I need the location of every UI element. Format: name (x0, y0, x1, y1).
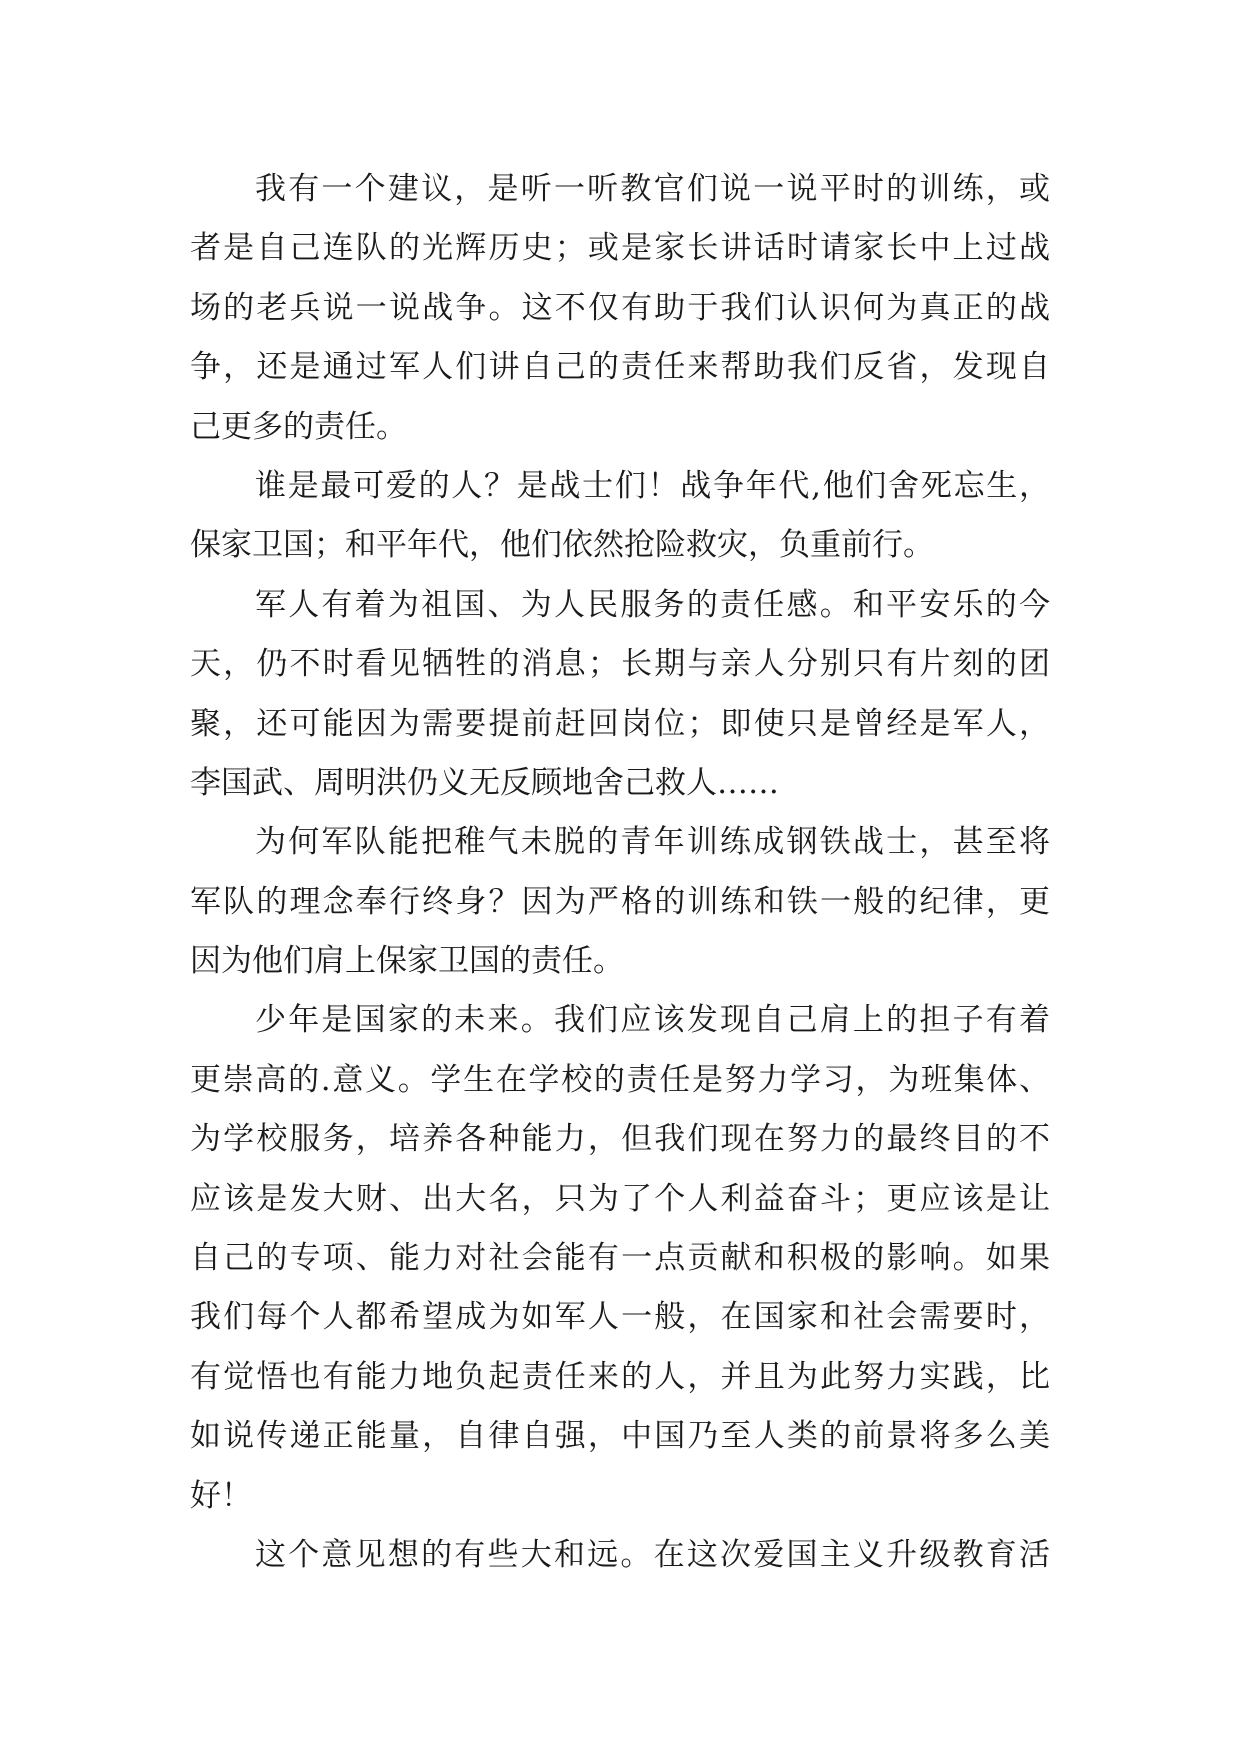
text-line: 为何军队能把稚气未脱的青年训练成钢铁战士，甚至将 (255, 824, 1050, 861)
text-line: 军人有着为祖国、为人民服务的责任感。和平安乐的今 (255, 586, 1050, 623)
text-line: 为学校服务，培养各种能力，但我们现在努力的最终目的不 (190, 1121, 1050, 1158)
paragraph-loveliest-people (190, 457, 1050, 576)
text-line: 更崇高的.意义。学生在学校的责任是努力学习，为班集体、 (190, 1061, 1050, 1098)
text-line: 因为他们肩上保家卫国的责任。 (190, 943, 624, 980)
text-line: 好！ (190, 1477, 252, 1514)
text-line: 场的老兵说一说战争。这不仅有助于我们认识何为真正的战 (190, 289, 1050, 326)
text-line: 天，仍不时看见牺牲的消息；长期与亲人分别只有片刻的团 (190, 646, 1050, 683)
text-line: 争，还是通过军人们讲自己的责任来帮助我们反省，发现自 (190, 349, 1050, 386)
paragraph-soldier-responsibility (190, 576, 1050, 814)
text-line: 李国武、周明洪仍义无反顾地舍己救人…… (190, 764, 779, 801)
text-line: 己更多的责任。 (190, 408, 407, 445)
paragraph-suggestion (190, 160, 1050, 457)
text-line: 军队的理念奉行终身？因为严格的训练和铁一般的纪律，更 (190, 883, 1050, 920)
text-line: 应该是发大财、出大名，只为了个人利益奋斗；更应该是让 (190, 1180, 1050, 1217)
paragraph-army-training (190, 813, 1050, 991)
text-line: 保家卫国；和平年代，他们依然抢险救灾，负重前行。 (190, 527, 934, 564)
paragraph-closing (190, 1526, 1050, 1585)
text-line: 我有一个建议，是听一听教官们说一说平时的训练，或 (255, 171, 1050, 207)
text-line: 少年是国家的未来。我们应该发现自己肩上的担子有着 (255, 1002, 1050, 1039)
document-body (190, 160, 1050, 1585)
text-line: 聚，还可能因为需要提前赶回岗位；即使只是曾经是军人， (190, 705, 1050, 742)
text-line: 谁是最可爱的人？是战士们！战争年代,他们舍死忘生， (255, 467, 1050, 504)
text-line: 者是自己连队的光辉历史；或是家长讲话时请家长中上过战 (190, 230, 1050, 267)
text-line: 自己的专项、能力对社会能有一点贡献和积极的影响。如果 (190, 1240, 1050, 1277)
text-line: 这个意见想的有些大和远。在这次爱国主义升级教育活 (255, 1536, 1050, 1573)
text-line: 如说传递正能量，自律自强，中国乃至人类的前景将多么美 (190, 1418, 1050, 1455)
paragraph-youth-future (190, 991, 1050, 1526)
text-line: 我们每个人都希望成为如军人一般，在国家和社会需要时， (190, 1299, 1050, 1336)
text-line: 有觉悟也有能力地负起责任来的人，并且为此努力实践，比 (190, 1358, 1050, 1395)
